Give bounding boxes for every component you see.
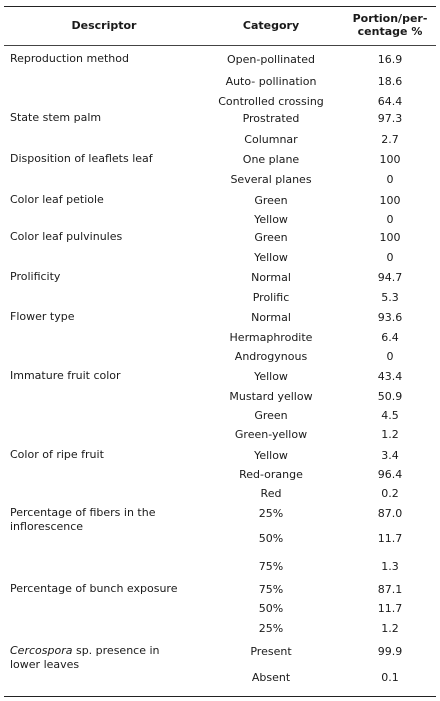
row-category: Hermaphrodite [229, 331, 313, 344]
header-portion-line2: centage % [357, 25, 423, 38]
row-category: Columnar [244, 133, 298, 146]
row-value: 94.7 [377, 271, 403, 284]
row-category: Several planes [230, 173, 312, 186]
table-header [4, 7, 436, 45]
row-category: Prolific [252, 291, 290, 304]
table-row [4, 642, 436, 671]
table-row [4, 328, 436, 347]
row-value: 96.4 [377, 468, 403, 481]
row-value: 0.2 [381, 487, 399, 500]
row-value: 50.9 [377, 390, 403, 403]
header-category: Category [242, 19, 300, 32]
row-value: 11.7 [377, 602, 403, 615]
row-descriptor-text: sp. presence in [72, 644, 160, 657]
row-descriptor [10, 310, 200, 324]
row-descriptor-text: State stem palm [10, 111, 102, 124]
row-descriptor [10, 52, 200, 66]
table-row [4, 465, 436, 484]
row-value: 0.1 [381, 671, 399, 684]
row-category: Present [250, 645, 292, 658]
row-value: 97.3 [377, 112, 403, 125]
row-descriptor-text: Color leaf petiole [10, 193, 104, 206]
row-descriptor [10, 111, 200, 125]
table-row [4, 170, 436, 189]
table-body [4, 46, 436, 694]
table-row [4, 248, 436, 267]
row-value: 87.0 [377, 507, 403, 520]
row-descriptor-text: Prolificity [10, 270, 61, 283]
row-category: One plane [242, 153, 300, 166]
table-row [4, 599, 436, 618]
row-value: 100 [379, 194, 401, 207]
table-row [4, 504, 436, 533]
row-category: Androgynous [234, 350, 308, 363]
row-value: 87.1 [377, 583, 403, 596]
table-row [4, 288, 436, 307]
row-descriptor-text: Flower type [10, 310, 75, 323]
table-row [4, 268, 436, 287]
table-row [4, 484, 436, 503]
row-value: 0 [386, 251, 394, 264]
row-category: Controlled crossing [218, 95, 324, 108]
row-descriptor [10, 230, 200, 244]
row-category: Absent [251, 671, 291, 684]
row-descriptor [10, 152, 200, 166]
row-value: 0 [386, 350, 394, 363]
row-value: 100 [379, 153, 401, 166]
row-value: 1.2 [381, 428, 399, 441]
row-value: 0 [386, 173, 394, 186]
row-category: Yellow [254, 213, 288, 226]
row-value: 1.2 [381, 622, 399, 635]
table-row [4, 367, 436, 386]
row-category: 25% [258, 507, 284, 520]
data-table [4, 6, 436, 697]
table-row [4, 529, 436, 548]
row-value: 16.9 [377, 53, 403, 66]
row-descriptor-italic: Cercospora [10, 644, 73, 657]
row-descriptor-text: Disposition of leaflets leaf [10, 152, 153, 165]
table-row [4, 347, 436, 366]
table-row [4, 406, 436, 425]
row-category: Green [254, 231, 288, 244]
row-category: Yellow [254, 251, 288, 264]
table-row [4, 150, 436, 169]
table-row [4, 668, 436, 687]
table-row [4, 580, 436, 599]
table-row [4, 228, 436, 247]
row-descriptor-text: Color leaf pulvinules [10, 230, 123, 243]
row-category: Normal [251, 271, 291, 284]
row-value: 1.3 [381, 560, 399, 573]
table-row [4, 72, 436, 91]
row-value: 3.4 [381, 449, 399, 462]
row-category: 25% [258, 622, 284, 635]
table-row [4, 130, 436, 149]
table-row [4, 50, 436, 69]
row-category: 50% [258, 602, 284, 615]
table-row [4, 109, 436, 128]
table-row [4, 446, 436, 465]
row-category: Green-yellow [234, 428, 308, 441]
header-descriptor: Descriptor [71, 19, 137, 32]
row-value: 6.4 [381, 331, 399, 344]
row-descriptor-line2: lower leaves [10, 658, 80, 671]
row-value: 5.3 [381, 291, 399, 304]
row-category: Normal [251, 311, 291, 324]
row-descriptor-text: Percentage of fibers in the [10, 506, 156, 519]
table-row [4, 425, 436, 444]
table-row [4, 619, 436, 638]
row-value: 100 [379, 231, 401, 244]
table-row [4, 210, 436, 229]
row-value: 18.6 [377, 75, 403, 88]
row-descriptor-line2: inflorescence [10, 520, 84, 533]
table-row [4, 387, 436, 406]
row-descriptor [10, 193, 200, 207]
table-row [4, 191, 436, 210]
row-value: 43.4 [377, 370, 403, 383]
row-category: Yellow [254, 449, 288, 462]
table-row [4, 557, 436, 576]
row-category: 75% [258, 560, 284, 573]
row-category: Red [260, 487, 282, 500]
row-category: Open-pollinated [226, 53, 315, 66]
row-category: Mustard yellow [229, 390, 313, 403]
header-portion-line1: Portion/per- [352, 12, 428, 25]
table-row [4, 308, 436, 327]
row-descriptor [10, 582, 200, 596]
row-category: Yellow [254, 370, 288, 383]
table-bottom-rule [4, 696, 436, 697]
row-descriptor-text: Reproduction method [10, 52, 129, 65]
row-category: Auto- pollination [225, 75, 317, 88]
row-category: Green [254, 409, 288, 422]
row-category: Green [254, 194, 288, 207]
row-value: 99.9 [377, 645, 403, 658]
row-descriptor [10, 448, 200, 462]
row-value: 4.5 [381, 409, 399, 422]
row-category: 75% [258, 583, 284, 596]
row-descriptor-text: Percentage of bunch exposure [10, 582, 178, 595]
row-value: 0 [386, 213, 394, 226]
row-category: Prostrated [242, 112, 300, 125]
row-descriptor-text: Immature fruit color [10, 369, 121, 382]
row-category: 50% [258, 532, 284, 545]
row-descriptor [10, 270, 200, 284]
row-value: 11.7 [377, 532, 403, 545]
row-descriptor-text: Color of ripe fruit [10, 448, 104, 461]
row-value: 93.6 [377, 311, 403, 324]
row-value: 64.4 [377, 95, 403, 108]
row-descriptor [10, 369, 200, 383]
row-category: Red-orange [239, 468, 303, 481]
row-value: 2.7 [381, 133, 399, 146]
header-portion [344, 12, 436, 38]
